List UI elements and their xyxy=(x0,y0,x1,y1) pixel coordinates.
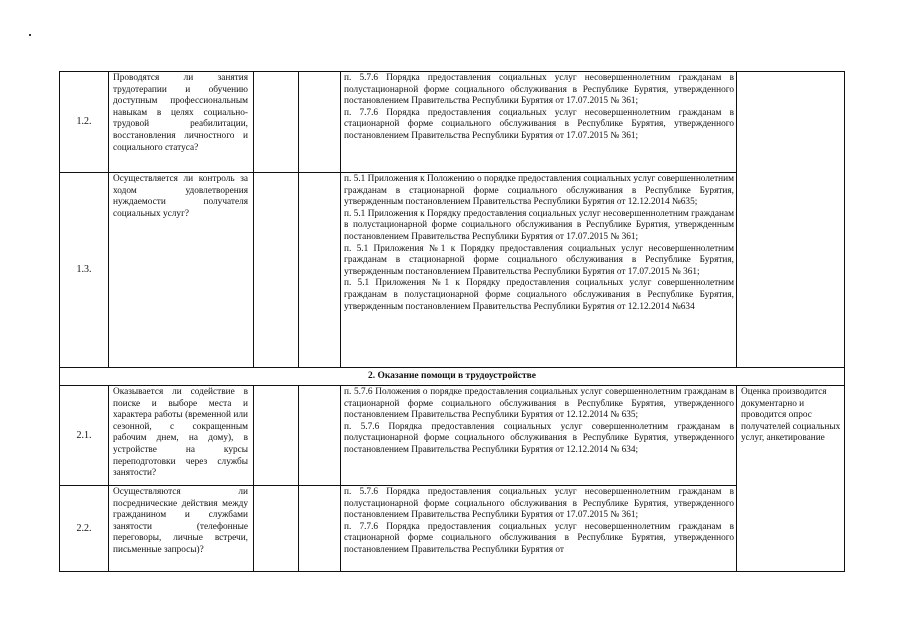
legal-basis-item: п. 7.7.6 Порядка предоставления социальных услуг несовершеннолетним гражданам в стационарной форме социального обслуживания в Республике Бурятия, утвержденного постановлением Правительства Республики Бурятия от 17.07.2015 № 361; xyxy=(344,107,734,141)
section-header-row xyxy=(60,368,845,386)
legal-basis xyxy=(341,173,737,368)
answer-cell-no xyxy=(299,173,341,368)
row-number: 2.2. xyxy=(60,486,109,572)
note-cell xyxy=(737,72,845,368)
question-text: Осуществляются ли посреднические действия между гражданином и службами занятости (телефонные переговоры, личные встречи, письменные запросы)? xyxy=(109,486,254,572)
table-row xyxy=(60,486,845,572)
answer-cell-yes xyxy=(254,486,299,572)
legal-basis-item: п. 7.7.6 Порядка предоставления социальных услуг несовершеннолетним гражданам в стационарной форме социального обслуживания в Республике Бурятия, утвержденного постановлением Правительства Республики Бурятия от xyxy=(344,521,734,555)
answer-cell-no xyxy=(299,72,341,173)
answer-cell-yes xyxy=(254,72,299,173)
answer-cell-no xyxy=(299,386,341,486)
legal-basis-item: п. 5.1 Приложения №1 к Порядку предоставления социальных услуг несовершеннолетним гражданам в стационарной форме социального обслуживания в Республике Бурятия, утвержденным постановлением Правительства Республики Бурятия от 17.07.2015 № 361; xyxy=(344,243,734,277)
checklist-table-wrapper xyxy=(59,71,845,572)
legal-basis-item: п. 5.1 Приложения к Положению о порядке предоставления социальных услуг совершеннолетним гражданам в стационарной форме социального обслуживания в Республике Бурятия, утвержденным постановлением Правительства Республики Бурятия от 12.12.2014 №635; xyxy=(344,174,734,208)
row-number: 1.3. xyxy=(60,173,109,368)
answer-cell-yes xyxy=(254,386,299,486)
question-text: Осуществляется ли контроль за ходом удовлетворения нуждаемости получателя социальных услуг? xyxy=(109,173,254,368)
question-text: Оказывается ли содействие в поиске и выборе места и характера работы (временной или сезонной, с сокращенным рабочим днем, на дому), в устройстве на курсы переподготовки через службы занятости? xyxy=(109,386,254,486)
table-row xyxy=(60,72,845,173)
legal-basis-item: п. 5.7.6 Порядка предоставления социальных услуг несовершеннолетним гражданам в полустационарной форме социального обслуживания в Республике Бурятия, утвержденного постановлением Правительства Республики Бурятия от 17.07.2015 № 361; xyxy=(344,73,734,107)
section-title: 2. Оказание помощи в трудоустройстве xyxy=(60,368,845,386)
legal-basis xyxy=(341,386,737,486)
table-row xyxy=(60,386,845,486)
row-number: 2.1. xyxy=(60,386,109,486)
note-cell: Оценка производится документарно и проводится опрос получателей социальных услуг, анкетирование xyxy=(737,386,845,572)
legal-basis-item: п. 5.7.6 Порядка предоставления социальных услуг совершеннолетним гражданам в полустационарной форме социального обслуживания в Республике Бурятия, утвержденного постановлением Правительства Республики Бурятия от 12.12.2014 № 634; xyxy=(344,421,734,455)
row-number: 1.2. xyxy=(60,72,109,173)
legal-basis xyxy=(341,72,737,173)
legal-basis-item: п. 5.7.6 Порядка предоставления социальных услуг несовершеннолетним гражданам в полустационарной форме социального обслуживания в Республике Бурятия, утвержденного постановлением Правительства Республики Бурятия от 17.07.2015 № 361; xyxy=(344,487,734,521)
question-text: Проводятся ли занятия трудотерапии и обучению доступным профессиональным навыкам в целях социально-трудовой реабилитации, восстановления личностного и социального статуса? xyxy=(109,72,254,173)
legal-basis-item: п. 5.1 Приложения к Порядку предоставления социальных услуг несовершеннолетним гражданам в полустационарной форме социального обслуживания в Республике Бурятия, утвержденным постановлением Правительства Республики Бурятия от 17.07.2015 № 361; xyxy=(344,208,734,242)
checklist-table xyxy=(59,71,845,572)
scan-speck xyxy=(29,34,31,36)
table-row xyxy=(60,173,845,368)
legal-basis-item: п. 5.1 Приложения №1 к Порядку предоставления социальных услуг совершеннолетним гражданам в полустационарной форме социального обслуживания в Республике Бурятия, утвержденным постановлением Правительства Республики Бурятия от 12.12.2014 №634 xyxy=(344,278,734,312)
legal-basis-item: п. 5.7.6 Положения о порядке предоставления социальных услуг совершеннолетним гражданам в стационарной форме социального обслуживания в Республике Бурятия, утвержденного постановлением Правительства Республики Бурятия от 12.12.2014 № 635; xyxy=(344,387,734,421)
answer-cell-yes xyxy=(254,173,299,368)
legal-basis xyxy=(341,486,737,572)
answer-cell-no xyxy=(299,486,341,572)
